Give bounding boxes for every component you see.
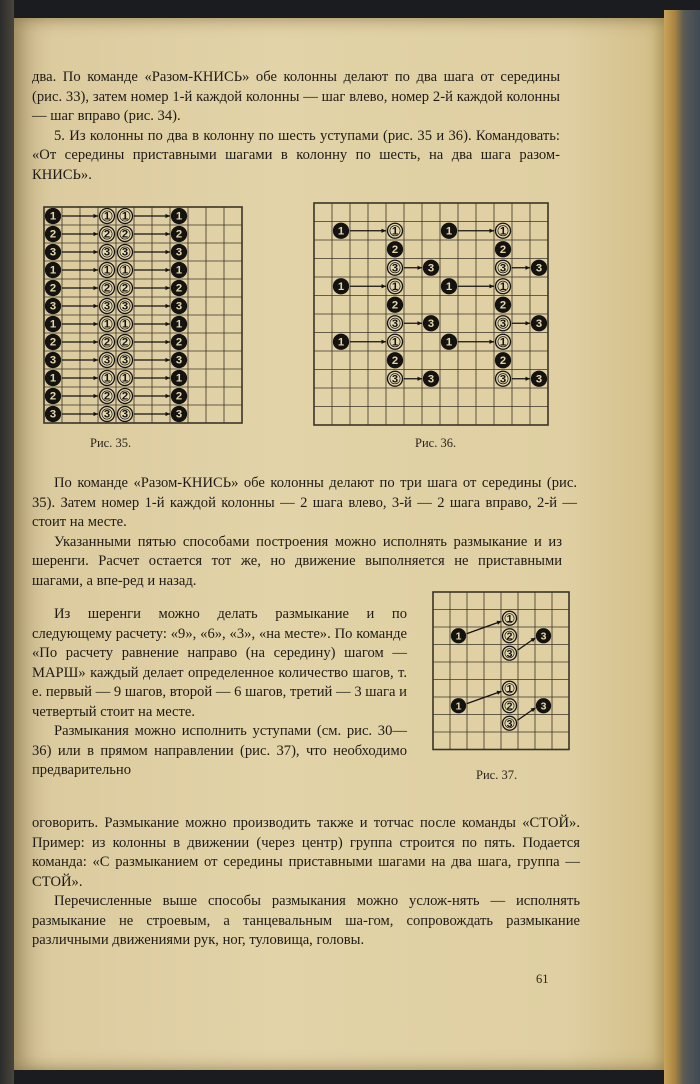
- person-number: 1: [103, 210, 111, 223]
- person-marker-filled: [46, 281, 61, 296]
- person-number: 3: [499, 317, 507, 330]
- person-number: 3: [49, 246, 57, 259]
- person-number: 2: [121, 336, 129, 349]
- person-marker-open: [118, 317, 133, 332]
- person-marker-open: [496, 316, 511, 331]
- person-marker-filled: [172, 389, 187, 404]
- book-page: [14, 18, 664, 1070]
- person-marker-filled: [537, 629, 551, 643]
- person-number: 3: [175, 354, 183, 367]
- person-number: 3: [391, 373, 399, 386]
- person-marker-filled: [46, 353, 61, 368]
- person-marker-open: [100, 335, 115, 350]
- person-number: 1: [49, 264, 57, 277]
- person-number: 2: [175, 336, 183, 349]
- person-marker-filled: [442, 279, 457, 294]
- figure-36: [306, 195, 556, 433]
- arrow-head: [165, 394, 170, 398]
- person-marker-open: [118, 263, 133, 278]
- person-number: 3: [427, 262, 435, 275]
- person-number: 1: [445, 225, 453, 238]
- person-marker-open: [496, 334, 511, 349]
- arrow-head: [93, 286, 98, 290]
- person-number: 1: [506, 682, 513, 695]
- person-number: 3: [391, 262, 399, 275]
- arrow-head: [417, 266, 422, 270]
- person-marker-open: [100, 317, 115, 332]
- person-marker-filled: [496, 297, 511, 312]
- person-number: 2: [175, 282, 183, 295]
- person-number: 2: [391, 243, 399, 256]
- arrow-head: [165, 340, 170, 344]
- person-number: 3: [49, 408, 57, 421]
- person-marker-open: [118, 407, 133, 422]
- person-marker-open: [100, 299, 115, 314]
- person-number: 3: [121, 246, 129, 259]
- person-marker-open: [100, 353, 115, 368]
- arrow-head: [93, 412, 98, 416]
- arrow-head: [93, 322, 98, 326]
- paragraph: 5. Из колонны по два в колонну по шесть уступами (рис. 35 и 36). Командовать: «От середины приставными шагами в колонну по шесть, на два шага разом-КНИСЬ».: [32, 127, 560, 183]
- person-marker-filled: [388, 297, 403, 312]
- person-number: 2: [103, 228, 111, 241]
- person-marker-filled: [46, 299, 61, 314]
- arrow-head: [93, 268, 98, 272]
- person-number: 2: [49, 390, 57, 403]
- person-number: 2: [121, 228, 129, 241]
- person-number: 3: [540, 700, 547, 713]
- person-number: 3: [103, 246, 111, 259]
- person-marker-open: [496, 223, 511, 238]
- person-number: 3: [427, 373, 435, 386]
- person-number: 1: [506, 612, 513, 625]
- person-marker-filled: [532, 316, 547, 331]
- person-number: 3: [535, 373, 543, 386]
- arrow-head: [165, 214, 170, 218]
- arrow-head: [165, 232, 170, 236]
- person-marker-filled: [172, 227, 187, 242]
- person-marker-open: [503, 716, 517, 730]
- arrow-head: [525, 266, 530, 270]
- person-marker-filled: [172, 299, 187, 314]
- person-marker-open: [388, 279, 403, 294]
- person-marker-open: [100, 227, 115, 242]
- person-marker-filled: [46, 371, 61, 386]
- person-marker-filled: [172, 317, 187, 332]
- person-number: 1: [175, 372, 183, 385]
- person-marker-filled: [496, 242, 511, 257]
- person-marker-open: [100, 371, 115, 386]
- grid-lines: [314, 203, 548, 425]
- person-number: 3: [103, 408, 111, 421]
- figure-37: [427, 586, 577, 758]
- text-block-bottom: [32, 814, 580, 951]
- page-number: 61: [536, 972, 549, 986]
- person-marker-open: [100, 389, 115, 404]
- person-number: 1: [455, 700, 462, 713]
- person-marker-open: [503, 611, 517, 625]
- person-number: 3: [535, 317, 543, 330]
- figure-36-diagram: [306, 195, 556, 433]
- person-marker-open: [118, 245, 133, 260]
- person-number: 2: [391, 299, 399, 312]
- person-number: 1: [49, 318, 57, 331]
- book-page-edge: [664, 10, 700, 1084]
- person-marker-open: [496, 260, 511, 275]
- arrow-head: [417, 321, 422, 325]
- movement-arrow: [404, 321, 422, 325]
- figure-35-diagram: [36, 199, 246, 427]
- person-marker-open: [503, 681, 517, 695]
- person-marker-filled: [496, 353, 511, 368]
- person-marker-filled: [46, 209, 61, 224]
- arrow-head: [417, 377, 422, 381]
- person-marker-filled: [424, 260, 439, 275]
- person-number: 3: [121, 354, 129, 367]
- person-number: 1: [445, 280, 453, 293]
- person-marker-open: [118, 209, 133, 224]
- movement-arrow: [512, 321, 530, 325]
- person-number: 1: [103, 318, 111, 331]
- person-number: 1: [499, 280, 507, 293]
- person-marker-open: [100, 245, 115, 260]
- person-number: 3: [506, 647, 513, 660]
- arrow-head: [93, 232, 98, 236]
- arrow-head: [93, 214, 98, 218]
- person-number: 1: [499, 225, 507, 238]
- person-number: 3: [121, 300, 129, 313]
- person-number: 3: [506, 717, 513, 730]
- person-number: 1: [121, 210, 129, 223]
- arrow-head: [381, 284, 386, 288]
- arrow-head: [93, 250, 98, 254]
- person-marker-filled: [442, 334, 457, 349]
- paragraph: По команде «Разом-КНИСЬ» обе колонны делают по три шага от середины (рис. 35). Затем номер 1-й каждой колонны — 2 шага влево, 3-й — 2 шага вправо, 2-й — стоит на месте.: [32, 475, 577, 530]
- book-spine-shadow: [0, 0, 14, 1084]
- person-marker-open: [496, 279, 511, 294]
- person-marker-open: [100, 407, 115, 422]
- person-number: 1: [391, 225, 399, 238]
- person-number: 3: [535, 262, 543, 275]
- person-marker-filled: [388, 242, 403, 257]
- arrow-head: [165, 358, 170, 362]
- person-number: 1: [121, 264, 129, 277]
- arrow-head: [165, 412, 170, 416]
- person-marker-filled: [452, 699, 466, 713]
- person-marker-filled: [388, 353, 403, 368]
- arrow-head: [93, 376, 98, 380]
- person-marker-filled: [172, 281, 187, 296]
- figure-35: [36, 199, 246, 427]
- person-marker-filled: [172, 335, 187, 350]
- arrow-head: [381, 229, 386, 233]
- person-marker-filled: [532, 260, 547, 275]
- person-marker-open: [118, 281, 133, 296]
- person-number: 2: [499, 299, 507, 312]
- arrow-head: [93, 394, 98, 398]
- person-number: 3: [499, 262, 507, 275]
- arrow-head: [489, 340, 494, 344]
- paragraph: Из шеренги можно делать размыкание и по следующему расчету: «9», «6», «3», «на месте». По команде «По расчету равнение направо (на середину) шагом — МАРШ» каждый делает определенное количество шагов, т. е. первый — 9 шагов, второй — 6 шагов, третий — 3 шага и четвертый стоит на месте.: [32, 606, 407, 720]
- movement-arrow: [518, 708, 536, 721]
- arrow-head: [165, 322, 170, 326]
- person-number: 3: [49, 300, 57, 313]
- figure-36-caption: Рис. 36.: [415, 436, 457, 450]
- person-number: 1: [175, 210, 183, 223]
- person-number: 2: [121, 390, 129, 403]
- person-marker-filled: [172, 353, 187, 368]
- person-number: 1: [49, 210, 57, 223]
- arrow-head: [165, 304, 170, 308]
- arrow-head: [525, 321, 530, 325]
- person-number: 1: [337, 225, 345, 238]
- person-marker-filled: [532, 371, 547, 386]
- person-marker-filled: [172, 209, 187, 224]
- person-marker-filled: [537, 699, 551, 713]
- person-number: 2: [175, 228, 183, 241]
- arrow-head: [93, 358, 98, 362]
- arrow-head: [165, 268, 170, 272]
- person-marker-filled: [46, 389, 61, 404]
- person-number: 2: [103, 336, 111, 349]
- figure-37-diagram: [427, 586, 577, 758]
- person-number: 3: [175, 408, 183, 421]
- person-number: 1: [445, 336, 453, 349]
- person-number: 1: [49, 372, 57, 385]
- person-marker-open: [503, 699, 517, 713]
- person-marker-open: [503, 646, 517, 660]
- person-number: 1: [337, 336, 345, 349]
- arrow-head: [381, 340, 386, 344]
- person-marker-open: [118, 353, 133, 368]
- grid-lines: [433, 592, 569, 750]
- person-number: 2: [391, 354, 399, 367]
- person-marker-filled: [46, 227, 61, 242]
- person-marker-filled: [334, 223, 349, 238]
- person-marker-open: [118, 335, 133, 350]
- person-marker-filled: [424, 316, 439, 331]
- person-number: 3: [175, 300, 183, 313]
- arrow-head: [165, 286, 170, 290]
- arrow-head: [165, 250, 170, 254]
- movement-arrow: [512, 266, 530, 270]
- text-block-side: [32, 605, 407, 781]
- person-marker-filled: [172, 245, 187, 260]
- movement-arrow: [512, 377, 530, 381]
- person-marker-filled: [334, 279, 349, 294]
- person-number: 3: [49, 354, 57, 367]
- person-marker-open: [100, 263, 115, 278]
- person-number: 3: [175, 246, 183, 259]
- person-marker-filled: [46, 335, 61, 350]
- person-number: 2: [499, 243, 507, 256]
- paragraph: Размыкания можно исполнить уступами (см. рис. 30—36) или в прямом направлении (рис. 37), что необходимо предварительно: [32, 723, 407, 778]
- text-block-middle: [32, 474, 577, 591]
- person-number: 2: [121, 282, 129, 295]
- paragraph: Перечисленные выше способы размыкания можно услож-нять — исполнять размыкание не строевым, а танцевальным ша-гом, сопровождать размыкание различными движениями рук, ног, туловища, головы.: [32, 893, 580, 948]
- person-number: 1: [121, 372, 129, 385]
- person-number: 1: [175, 264, 183, 277]
- person-marker-filled: [46, 263, 61, 278]
- person-number: 3: [103, 354, 111, 367]
- person-number: 2: [103, 282, 111, 295]
- person-number: 1: [391, 336, 399, 349]
- person-number: 3: [391, 317, 399, 330]
- arrow-head: [489, 229, 494, 233]
- person-number: 3: [103, 300, 111, 313]
- person-marker-open: [388, 260, 403, 275]
- person-number: 2: [175, 390, 183, 403]
- arrow-head: [489, 284, 494, 288]
- person-marker-filled: [452, 629, 466, 643]
- person-number: 1: [455, 630, 462, 643]
- person-number: 1: [121, 318, 129, 331]
- paragraph: оговорить. Размыкание можно производить также и тотчас после команды «СТОЙ». Пример: из колонны в движении (через центр) группа строится по пять. Подается команда: «С размыканием от середины приставными шагами на два шага, группа — СТОЙ».: [32, 815, 580, 890]
- arrow-head: [165, 376, 170, 380]
- person-number: 2: [49, 228, 57, 241]
- person-marker-open: [496, 371, 511, 386]
- person-marker-filled: [46, 407, 61, 422]
- person-number: 1: [391, 280, 399, 293]
- person-marker-open: [118, 227, 133, 242]
- text-block-top: [32, 68, 560, 185]
- person-marker-filled: [334, 334, 349, 349]
- person-number: 1: [175, 318, 183, 331]
- paragraph: два. По команде «Разом-КНИСЬ» обе колонны делают по два шага от середины (рис. 33), затем номер 1-й каждой колонны — шаг влево, номер 2-й каждой колонны — шаг вправо (рис. 34).: [32, 69, 560, 124]
- person-number: 2: [499, 354, 507, 367]
- person-number: 2: [49, 336, 57, 349]
- person-marker-open: [118, 371, 133, 386]
- person-marker-open: [388, 371, 403, 386]
- person-number: 3: [540, 630, 547, 643]
- arrow-head: [93, 304, 98, 308]
- person-marker-filled: [172, 263, 187, 278]
- person-marker-open: [388, 223, 403, 238]
- person-number: 2: [506, 630, 513, 643]
- person-marker-filled: [46, 317, 61, 332]
- person-marker-filled: [442, 223, 457, 238]
- person-number: 1: [337, 280, 345, 293]
- person-marker-filled: [46, 245, 61, 260]
- person-number: 1: [499, 336, 507, 349]
- person-number: 2: [103, 390, 111, 403]
- person-marker-open: [388, 316, 403, 331]
- person-marker-open: [100, 209, 115, 224]
- person-number: 1: [103, 372, 111, 385]
- person-marker-open: [503, 629, 517, 643]
- person-number: 2: [49, 282, 57, 295]
- person-number: 3: [427, 317, 435, 330]
- figure-37-caption: Рис. 37.: [476, 768, 518, 782]
- person-marker-open: [388, 334, 403, 349]
- person-number: 2: [506, 700, 513, 713]
- figure-35-caption: Рис. 35.: [90, 436, 132, 450]
- person-marker-filled: [172, 407, 187, 422]
- person-number: 3: [499, 373, 507, 386]
- person-marker-open: [100, 281, 115, 296]
- movement-arrow: [518, 638, 536, 651]
- person-marker-open: [118, 299, 133, 314]
- person-marker-filled: [172, 371, 187, 386]
- arrow-head: [525, 377, 530, 381]
- arrow-head: [93, 340, 98, 344]
- person-marker-filled: [424, 371, 439, 386]
- person-number: 3: [121, 408, 129, 421]
- person-marker-open: [118, 389, 133, 404]
- movement-arrow: [404, 377, 422, 381]
- movement-arrow: [404, 266, 422, 270]
- grid-lines: [44, 207, 242, 423]
- person-number: 1: [103, 264, 111, 277]
- paragraph: Указанными пятью способами построения можно исполнять размыкание и из шеренги. Расчет остается тот же, но движение выполняется не приставными шагами, а впе-ред и назад.: [32, 533, 562, 589]
